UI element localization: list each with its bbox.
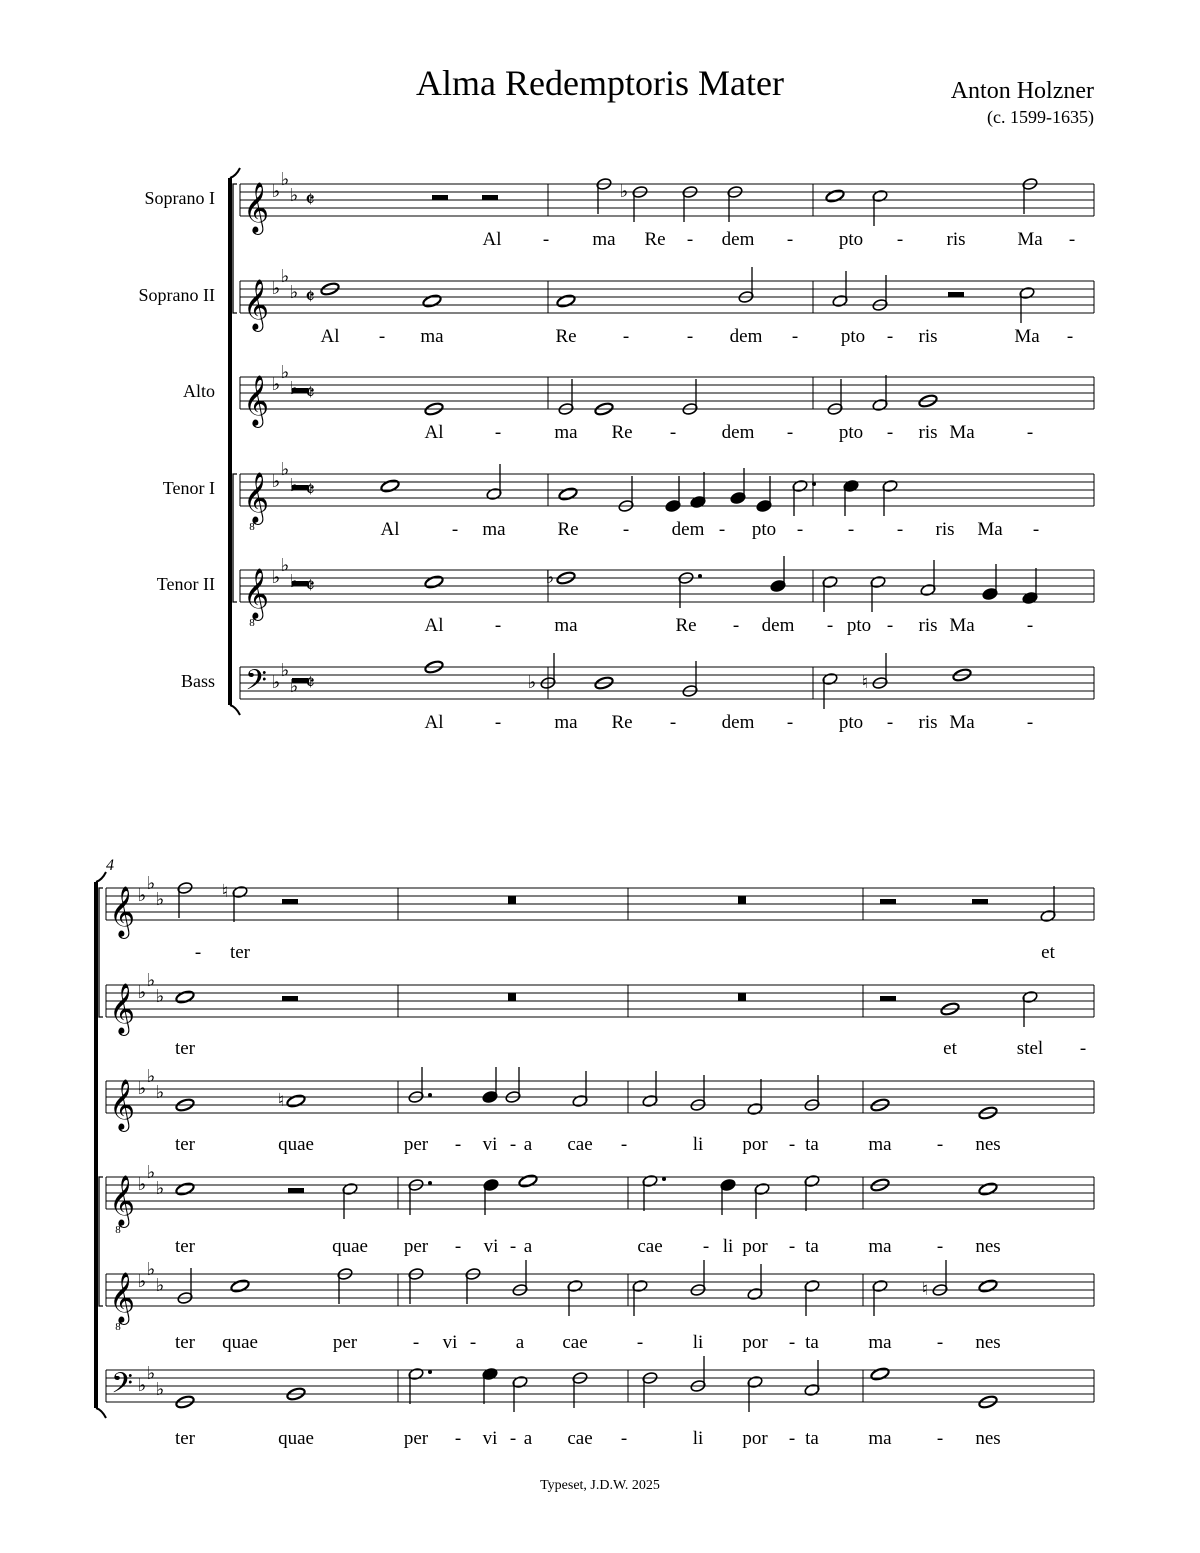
- treble-clef: 𝄞: [242, 473, 270, 522]
- staff-2-3: [106, 1067, 1094, 1120]
- lyric-hyphen: -: [454, 1236, 462, 1257]
- lyric-syllable: Ma: [977, 519, 1003, 540]
- notehead: [230, 1279, 250, 1294]
- lyric-syllable: ter: [229, 942, 251, 963]
- augmentation-dot: [698, 574, 702, 578]
- lyric-hyphen: -: [936, 1134, 944, 1155]
- lyric-hyphen: -: [1068, 229, 1076, 250]
- lyric-hyphen: -: [886, 326, 894, 347]
- treble-clef: 𝄞: [108, 1080, 136, 1129]
- lyric-syllable: ter: [174, 1332, 196, 1353]
- lyric-hyphen: -: [786, 229, 794, 250]
- lyric-hyphen: -: [788, 1236, 796, 1257]
- key-flat: ♭: [280, 555, 290, 575]
- lyric-syllable: Re: [557, 519, 579, 540]
- lyric-syllable: cae: [567, 1428, 593, 1449]
- lyric-syllable: vi: [483, 1236, 499, 1257]
- lyric-syllable: Re: [611, 422, 633, 443]
- augmentation-dot: [662, 1177, 666, 1181]
- lyric-syllable: Al: [320, 326, 340, 347]
- key-flat: ♭: [146, 970, 156, 990]
- lyric-hyphen: -: [788, 1332, 796, 1353]
- lyric-syllable: vi: [442, 1332, 458, 1353]
- lyric-hyphen: -: [669, 422, 677, 443]
- breve-rest: [508, 896, 516, 904]
- treble-clef: 𝄞: [108, 1176, 136, 1225]
- lyric-syllable: ma: [868, 1134, 892, 1155]
- lyric-syllable: Al: [424, 615, 444, 636]
- notehead: [424, 575, 444, 590]
- lyric-syllable: dem: [761, 615, 795, 636]
- lyric-syllable: Re: [555, 326, 577, 347]
- half-rest: [948, 292, 964, 297]
- bracket-bottom-hook: [230, 705, 240, 715]
- lyric-hyphen: -: [847, 519, 855, 540]
- staff-group-bracket: [99, 888, 103, 1017]
- lyric-syllable: Re: [611, 712, 633, 733]
- lyric-syllable: dem: [729, 326, 763, 347]
- lyric-syllable: quae: [278, 1134, 314, 1155]
- lyric-syllable: ris: [918, 712, 938, 733]
- treble-clef: 𝄞: [108, 887, 136, 936]
- staff-1-1: [240, 177, 1094, 226]
- staff-1-2: [240, 267, 1094, 323]
- lyric-hyphen: -: [542, 229, 550, 250]
- voice-name: Soprano II: [138, 285, 215, 305]
- bracket-bottom-hook: [96, 1408, 106, 1418]
- lyric-hyphen: -: [896, 229, 904, 250]
- lyric-hyphen: -: [620, 1428, 628, 1449]
- time-signature: 𝄵: [305, 573, 315, 598]
- key-flat: ♭: [271, 278, 281, 298]
- lyric-syllable: Re: [675, 615, 697, 636]
- lyric-hyphen: -: [1079, 1038, 1087, 1059]
- notehead: [556, 294, 576, 309]
- treble-clef: 𝄞: [242, 376, 270, 425]
- lyric-hyphen: -: [1032, 519, 1040, 540]
- key-flat: ♭: [289, 185, 299, 205]
- key-flat: ♭: [137, 1375, 147, 1395]
- notehead: [422, 294, 442, 309]
- voice-name: Bass: [180, 671, 215, 691]
- breve-rest: [508, 993, 516, 1001]
- lyric-hyphen: -: [936, 1236, 944, 1257]
- octave-mark: 8: [115, 1321, 121, 1333]
- lyric-syllable: ma: [868, 1332, 892, 1353]
- time-signature: 𝄵: [305, 187, 315, 212]
- half-rest: [282, 996, 298, 1001]
- staff-2-1: [106, 881, 1094, 922]
- treble-clef: 𝄞: [108, 984, 136, 1033]
- lyric-hyphen: -: [732, 615, 740, 636]
- bass-clef: 𝄢: [111, 1369, 133, 1406]
- notehead: [870, 1367, 890, 1382]
- lyric-hyphen: -: [494, 615, 502, 636]
- lyric-syllable: a: [523, 1428, 533, 1449]
- flat-accidental: ♭: [545, 567, 555, 587]
- half-rest: [972, 899, 988, 904]
- lyric-syllable: Ma: [1014, 326, 1040, 347]
- lyric-hyphen: -: [788, 1428, 796, 1449]
- half-rest: [432, 195, 448, 200]
- lyric-syllable: ma: [420, 326, 444, 347]
- key-flat: ♭: [271, 672, 281, 692]
- lyric-hyphen: -: [509, 1134, 517, 1155]
- key-flat: ♭: [271, 471, 281, 491]
- lyric-hyphen: -: [786, 712, 794, 733]
- notehead: [175, 1182, 195, 1197]
- lyric-hyphen: -: [412, 1332, 420, 1353]
- key-flat: ♭: [280, 459, 290, 479]
- lyric-syllable: et: [1041, 942, 1055, 963]
- lyric-hyphen: -: [669, 712, 677, 733]
- staff-1-4: [240, 464, 1094, 516]
- key-flat: ♭: [146, 873, 156, 893]
- key-flat: ♭: [146, 1162, 156, 1182]
- treble-clef: 𝄞: [242, 569, 270, 618]
- lyric-syllable: li: [692, 1332, 704, 1353]
- flat-accidental: ♭: [619, 181, 629, 201]
- lyric-syllable: por: [742, 1236, 768, 1257]
- lyric-syllable: Ma: [949, 422, 975, 443]
- lyric-syllable: pto: [751, 519, 777, 540]
- lyric-syllable: dem: [721, 422, 755, 443]
- lyric-syllable: quae: [278, 1428, 314, 1449]
- lyric-syllable: ma: [554, 615, 578, 636]
- lyric-syllable: quae: [222, 1332, 258, 1353]
- lyric-hyphen: -: [469, 1332, 477, 1353]
- lyric-syllable: ma: [592, 229, 616, 250]
- lyric-syllable: ris: [946, 229, 966, 250]
- lyric-hyphen: -: [451, 519, 459, 540]
- lyric-syllable: pto: [838, 229, 864, 250]
- lyric-hyphen: -: [788, 1134, 796, 1155]
- lyric-syllable: Al: [482, 229, 502, 250]
- lyric-syllable: pto: [840, 326, 866, 347]
- staff-group-bracket: [233, 474, 237, 602]
- lyric-syllable: ter: [174, 1236, 196, 1257]
- key-flat: ♭: [289, 475, 299, 495]
- lyric-syllable: li: [692, 1428, 704, 1449]
- half-rest: [288, 1188, 304, 1193]
- lyric-syllable: ta: [805, 1236, 819, 1257]
- key-flat: ♭: [289, 676, 299, 696]
- octave-mark: 8: [115, 1224, 121, 1236]
- key-flat: ♭: [280, 660, 290, 680]
- lyric-hyphen: -: [494, 712, 502, 733]
- lyric-hyphen: -: [826, 615, 834, 636]
- natural-accidental: ♮: [861, 672, 869, 692]
- key-flat: ♭: [289, 378, 299, 398]
- lyric-hyphen: -: [702, 1236, 710, 1257]
- key-flat: ♭: [137, 885, 147, 905]
- notehead: [518, 1174, 538, 1189]
- key-flat: ♭: [146, 1066, 156, 1086]
- key-flat: ♭: [155, 1275, 165, 1295]
- lyric-syllable: ter: [174, 1038, 196, 1059]
- staff-2-6: [106, 1356, 1094, 1412]
- composer-name: Anton Holzner: [950, 78, 1094, 104]
- breve-rest: [738, 993, 746, 1001]
- piece-title: Alma Redemptoris Mater: [416, 63, 784, 103]
- key-flat: ♭: [137, 1174, 147, 1194]
- treble-clef: 𝄞: [242, 280, 270, 329]
- lyric-syllable: ma: [868, 1236, 892, 1257]
- lyric-hyphen: -: [509, 1236, 517, 1257]
- notehead: [380, 479, 400, 494]
- lyric-syllable: ter: [174, 1134, 196, 1155]
- time-signature: 𝄵: [305, 670, 315, 695]
- lyric-hyphen: -: [1066, 326, 1074, 347]
- treble-clef: 𝄞: [242, 183, 270, 232]
- key-flat: ♭: [289, 282, 299, 302]
- half-rest: [880, 996, 896, 1001]
- key-flat: ♭: [137, 1271, 147, 1291]
- lyric-syllable: Al: [424, 422, 444, 443]
- lyric-syllable: Al: [424, 712, 444, 733]
- lyric-syllable: ris: [935, 519, 955, 540]
- lyric-syllable: nes: [975, 1134, 1001, 1155]
- voice-name: Tenor II: [156, 574, 215, 594]
- time-signature: 𝄵: [305, 380, 315, 405]
- measure-number: 4: [106, 857, 114, 874]
- augmentation-dot: [428, 1093, 432, 1097]
- lyric-syllable: ta: [805, 1332, 819, 1353]
- key-flat: ♭: [155, 889, 165, 909]
- natural-accidental: ♮: [921, 1279, 929, 1299]
- notehead: [978, 1279, 998, 1294]
- lyric-hyphen: -: [791, 326, 799, 347]
- time-signature: 𝄵: [305, 284, 315, 309]
- lyric-syllable: por: [742, 1428, 768, 1449]
- key-flat: ♭: [155, 1178, 165, 1198]
- lyric-syllable: ma: [554, 422, 578, 443]
- key-flat: ♭: [137, 1078, 147, 1098]
- lyric-hyphen: -: [194, 942, 202, 963]
- bracket-top-hook: [230, 168, 240, 178]
- lyric-syllable: nes: [975, 1236, 1001, 1257]
- lyric-syllable: a: [515, 1332, 525, 1353]
- natural-accidental: ♮: [221, 881, 229, 901]
- staff-2-4: [106, 1174, 1094, 1219]
- key-flat: ♭: [271, 181, 281, 201]
- treble-clef: 𝄞: [108, 1273, 136, 1322]
- lyric-syllable: Re: [644, 229, 666, 250]
- lyric-hyphen: -: [886, 712, 894, 733]
- lyric-hyphen: -: [786, 422, 794, 443]
- key-flat: ♭: [155, 1379, 165, 1399]
- lyric-syllable: vi: [482, 1428, 498, 1449]
- octave-mark: 8: [249, 617, 255, 629]
- lyric-hyphen: -: [686, 326, 694, 347]
- lyric-syllable: cae: [637, 1236, 663, 1257]
- lyric-syllable: li: [692, 1134, 704, 1155]
- lyric-syllable: cae: [567, 1134, 593, 1155]
- notehead: [286, 1094, 306, 1109]
- lyric-syllable: dem: [721, 229, 755, 250]
- bass-clef: 𝄢: [245, 666, 267, 703]
- augmentation-dot: [428, 1181, 432, 1185]
- lyric-hyphen: -: [494, 422, 502, 443]
- lyric-syllable: pto: [838, 422, 864, 443]
- lyric-syllable: nes: [975, 1428, 1001, 1449]
- lyric-hyphen: -: [454, 1428, 462, 1449]
- lyric-hyphen: -: [936, 1332, 944, 1353]
- notehead: [558, 487, 578, 502]
- bracket-top-hook: [96, 872, 106, 882]
- staff-2-2: [106, 985, 1094, 1027]
- lyric-syllable: et: [943, 1038, 957, 1059]
- lyric-syllable: Ma: [949, 712, 975, 733]
- typeset-credit: Typeset, J.D.W. 2025: [540, 1478, 660, 1493]
- lyric-syllable: ter: [174, 1428, 196, 1449]
- lyric-hyphen: -: [718, 519, 726, 540]
- lyric-hyphen: -: [886, 422, 894, 443]
- lyric-hyphen: -: [622, 326, 630, 347]
- lyric-hyphen: -: [896, 519, 904, 540]
- lyric-syllable: dem: [721, 712, 755, 733]
- half-rest: [880, 899, 896, 904]
- lyric-syllable: per: [403, 1428, 429, 1449]
- key-flat: ♭: [280, 266, 290, 286]
- lyric-syllable: ris: [918, 326, 938, 347]
- lyric-syllable: cae: [562, 1332, 588, 1353]
- lyric-syllable: ma: [554, 712, 578, 733]
- lyric-syllable: pto: [846, 615, 872, 636]
- key-flat: ♭: [137, 982, 147, 1002]
- time-signature: 𝄵: [305, 477, 315, 502]
- flat-accidental: ♭: [527, 672, 537, 692]
- staff-group-bracket: [99, 1177, 103, 1306]
- lyric-syllable: por: [742, 1134, 768, 1155]
- octave-mark: 8: [249, 521, 255, 533]
- lyric-hyphen: -: [509, 1428, 517, 1449]
- key-flat: ♭: [280, 169, 290, 189]
- lyric-syllable: ta: [805, 1428, 819, 1449]
- notehead: [175, 990, 195, 1005]
- breve-rest: [738, 896, 746, 904]
- key-flat: ♭: [271, 567, 281, 587]
- natural-accidental: ♮: [277, 1090, 285, 1110]
- staff-1-6: [240, 653, 1094, 709]
- key-flat: ♭: [146, 1259, 156, 1279]
- lyric-hyphen: -: [686, 229, 694, 250]
- lyric-syllable: Ma: [949, 615, 975, 636]
- augmentation-dot: [812, 482, 816, 486]
- half-rest: [282, 899, 298, 904]
- lyric-syllable: por: [742, 1332, 768, 1353]
- voice-name: Tenor I: [162, 478, 215, 498]
- lyric-syllable: stel: [1016, 1038, 1044, 1059]
- lyric-syllable: per: [403, 1236, 429, 1257]
- lyric-syllable: li: [722, 1236, 734, 1257]
- key-flat: ♭: [146, 1363, 156, 1383]
- lyric-hyphen: -: [378, 326, 386, 347]
- lyric-hyphen: -: [620, 1134, 628, 1155]
- augmentation-dot: [428, 1370, 432, 1374]
- key-flat: ♭: [280, 362, 290, 382]
- lyric-hyphen: -: [454, 1134, 462, 1155]
- key-flat: ♭: [271, 374, 281, 394]
- lyric-syllable: ma: [482, 519, 506, 540]
- half-rest: [482, 195, 498, 200]
- lyric-syllable: a: [523, 1236, 533, 1257]
- lyric-syllable: Al: [380, 519, 400, 540]
- lyric-syllable: ma: [868, 1428, 892, 1449]
- staff-group-bracket: [233, 184, 237, 313]
- lyric-hyphen: -: [936, 1428, 944, 1449]
- lyric-syllable: per: [403, 1134, 429, 1155]
- key-flat: ♭: [155, 1082, 165, 1102]
- voice-name: Alto: [182, 381, 215, 401]
- key-flat: ♭: [155, 986, 165, 1006]
- lyric-syllable: Ma: [1017, 229, 1043, 250]
- notehead: [825, 189, 845, 204]
- lyric-syllable: quae: [332, 1236, 368, 1257]
- lyric-hyphen: -: [886, 615, 894, 636]
- lyric-syllable: vi: [482, 1134, 498, 1155]
- lyric-syllable: ta: [805, 1134, 819, 1155]
- lyric-syllable: ris: [918, 422, 938, 443]
- lyric-syllable: dem: [671, 519, 705, 540]
- lyric-hyphen: -: [622, 519, 630, 540]
- lyric-hyphen: -: [1026, 422, 1034, 443]
- composer-dates: (c. 1599-1635): [987, 107, 1094, 127]
- lyric-syllable: nes: [975, 1332, 1001, 1353]
- key-flat: ♭: [289, 571, 299, 591]
- staff-2-5: [106, 1260, 1094, 1316]
- lyric-hyphen: -: [1026, 615, 1034, 636]
- lyric-syllable: a: [523, 1134, 533, 1155]
- lyric-hyphen: -: [1026, 712, 1034, 733]
- lyric-hyphen: -: [796, 519, 804, 540]
- lyric-hyphen: -: [636, 1332, 644, 1353]
- staff-1-3: [240, 375, 1094, 416]
- voice-name: Soprano I: [144, 188, 215, 208]
- lyric-syllable: per: [332, 1332, 358, 1353]
- staff-1-5: [240, 556, 1094, 612]
- lyric-syllable: pto: [838, 712, 864, 733]
- notehead: [978, 1182, 998, 1197]
- lyric-syllable: ris: [918, 615, 938, 636]
